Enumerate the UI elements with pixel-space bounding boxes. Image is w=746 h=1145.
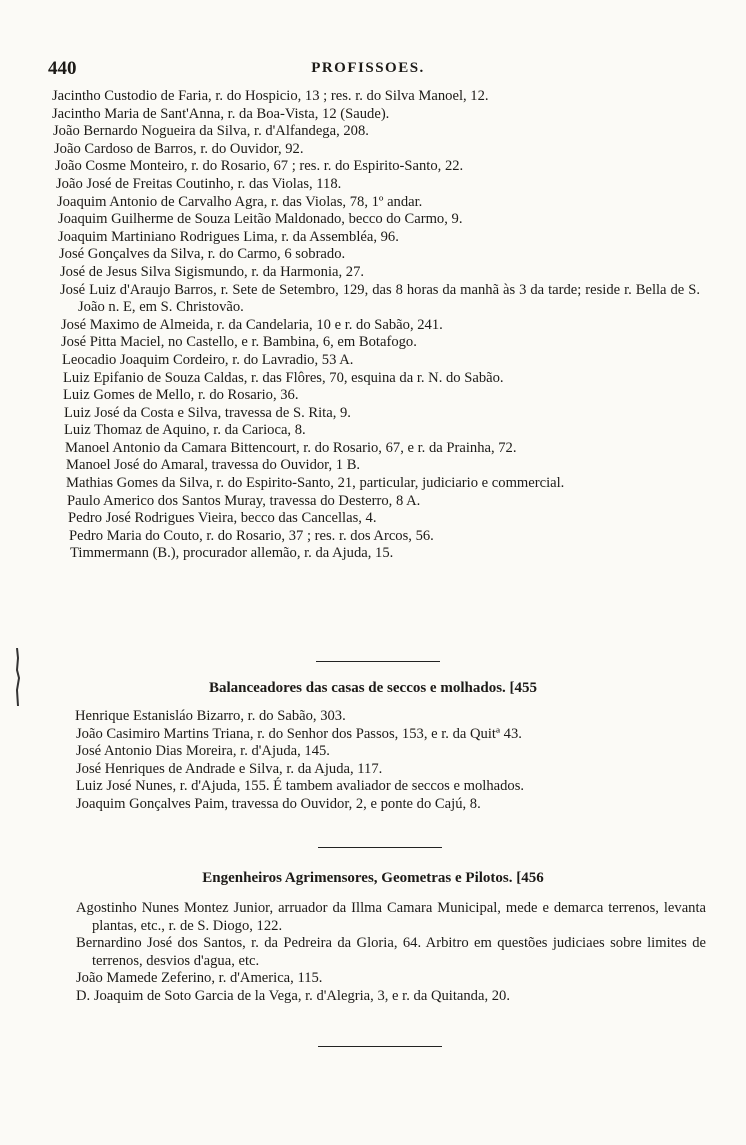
page-number: 440 [48,58,77,79]
section-heading-balanceadores: Balanceadores das casas de seccos e molhados. [455 [208,680,538,696]
list-item: José Luiz d'Araujo Barros, r. Sete de Setembro, 129, das 8 horas da manhã às 3 da tarde; reside r. Bella de S. João n. E, em S. Christovão. [60,281,700,316]
list-item: Henrique Estanisláo Bizarro, r. do Sabão, 303. [75,708,346,724]
list-item: Joaquim Guilherme de Souza Leitão Maldonado, becco do Carmo, 9. [58,211,463,228]
list-item: Luiz José da Costa e Silva, travessa de S. Rita, 9. [64,404,351,421]
list-item: João Mamede Zeferino, r. d'America, 115. [76,970,323,987]
list-item: João Casimiro Martins Triana, r. do Senhor dos Passos, 153, e r. da Quitª 43. [76,725,522,742]
ink-mark-decoration [15,648,20,706]
list-item: João Bernardo Nogueira da Silva, r. d'Alfandega, 208. [53,123,369,140]
list-item: José Antonio Dias Moreira, r. d'Ajuda, 145. [76,743,330,760]
list-item: José de Jesus Silva Sigismundo, r. da Harmonia, 27. [60,263,365,280]
list-item: Pedro Maria do Couto, r. do Rosario, 37 ; res. r. dos Arcos, 56. [69,527,434,544]
list-item: João José de Freitas Coutinho, r. das Violas, 118. [56,175,342,192]
section-divider [318,1046,442,1047]
list-item: Pedro José Rodrigues Vieira, becco das Cancellas, 4. [68,510,377,527]
list-item: José Maximo de Almeida, r. da Candelaria, 10 e r. do Sabão, 241. [61,316,443,333]
list-item: Luiz Thomaz de Aquino, r. da Carioca, 8. [64,422,306,439]
section-heading-engenheiros: Engenheiros Agrimensores, Geometras e Pilotos. [456 [202,870,544,886]
list-item: José Pitta Maciel, no Castello, e r. Bambina, 6, em Botafogo. [61,334,417,351]
list-item: Manoel Antonio da Camara Bittencourt, r. do Rosario, 67, e r. da Prainha, 72. [65,439,517,456]
list-item: Paulo Americo dos Santos Muray, travessa do Desterro, 8 A. [67,492,421,509]
list-item: Joaquim Martiniano Rodrigues Lima, r. da Assembléa, 96. [58,228,399,245]
list-item: José Gonçalves da Silva, r. do Carmo, 6 sobrado. [59,246,346,263]
list-item: Leocadio Joaquim Cordeiro, r. do Lavradio, 53 A. [62,351,354,368]
list-item: José Henriques de Andrade e Silva, r. da Ajuda, 117. [76,760,383,777]
list-item: Luiz José Nunes, r. d'Ajuda, 155. É tambem avaliador de seccos e molhados. [76,778,525,795]
list-item: Joaquim Antonio de Carvalho Agra, r. das Violas, 78, 1º andar. [57,193,423,210]
page-header [48,58,688,80]
list-item: Jacintho Custodio de Faria, r. do Hospicio, 13 ; res. r. do Silva Manoel, 12. [52,88,489,104]
list-item: Agostinho Nunes Montez Junior, arruador da Illma Camara Municipal, mede e demarca terrenos, levanta plantas, etc., r. de S. Diogo, 122. [76,900,706,934]
list-item: João Cosme Monteiro, r. do Rosario, 67 ; res. r. do Espirito-Santo, 22. [55,158,464,175]
list-item: Joaquim Gonçalves Paim, travessa do Ouvidor, 2, e ponte do Cajú, 8. [76,795,481,812]
entry-list-engenheiros [0,900,746,1006]
list-item: João Cardoso de Barros, r. do Ouvidor, 92. [54,140,304,157]
list-item: Jacintho Maria de Sant'Anna, r. da Boa-Vista, 12 (Saude). [52,105,390,122]
list-item: Bernardino José dos Santos, r. da Pedreira da Gloria, 64. Arbitro em questões judiciaes sobre limites de terrenos, desvios d'agua, etc. [76,935,706,969]
entry-list-procuradores [0,88,746,563]
list-item: Manoel José do Amaral, travessa do Ouvidor, 1 B. [66,457,361,474]
list-item: D. Joaquim de Soto Garcia de la Vega, r. d'Alegria, 3, e r. da Quitanda, 20. [76,987,510,1004]
entry-list-balanceadores [0,708,746,814]
running-title: PROFISSOES. [311,60,425,76]
list-item: Luiz Epifanio de Souza Caldas, r. das Flôres, 70, esquina da r. N. do Sabão. [63,369,504,386]
list-item: Mathias Gomes da Silva, r. do Espirito-Santo, 21, particular, judiciario e commercial. [66,475,565,492]
section-divider [318,847,442,848]
list-item: Timmermann (B.), procurador allemão, r. da Ajuda, 15. [70,545,394,562]
section-divider [316,661,440,662]
list-item: Luiz Gomes de Mello, r. do Rosario, 36. [63,387,299,404]
